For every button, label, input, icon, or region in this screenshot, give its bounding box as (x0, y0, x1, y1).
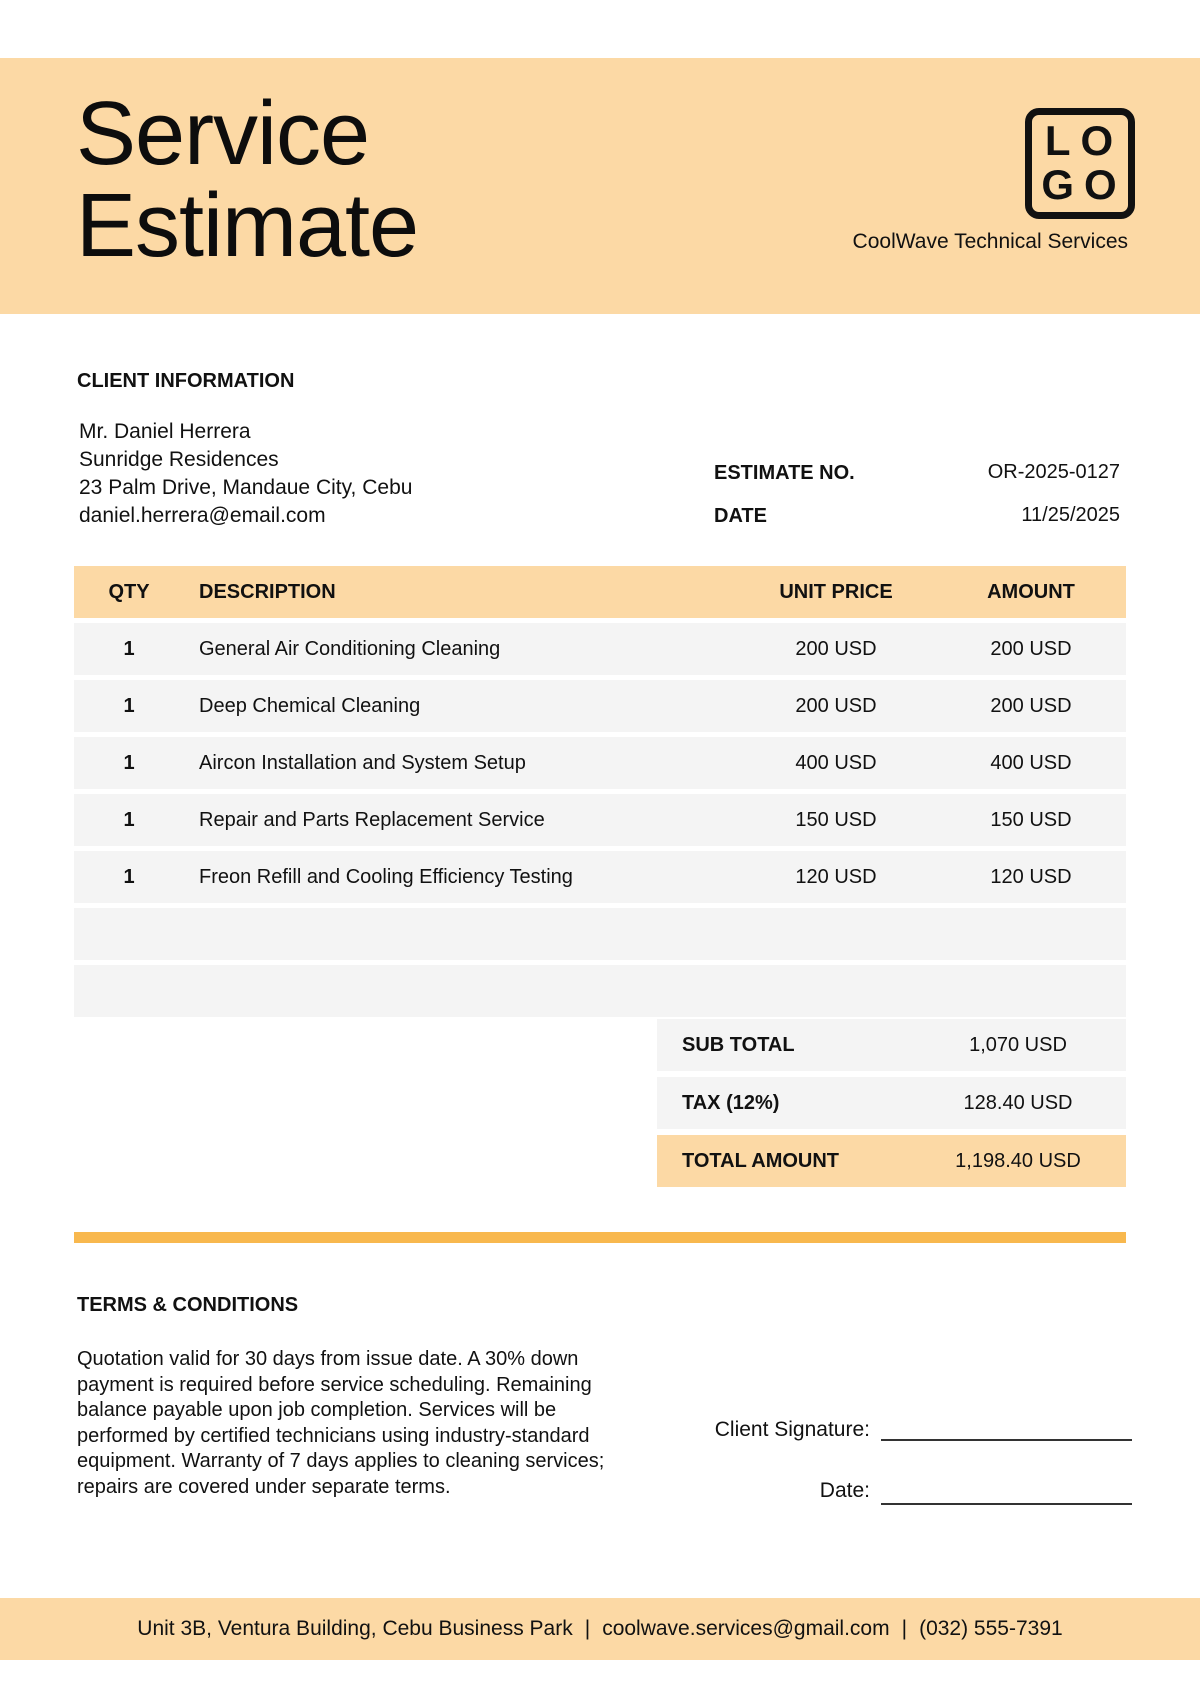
tax-value: 128.40 USD (963, 1091, 1073, 1114)
subtotal-row (657, 1019, 1126, 1071)
date-label: DATE (714, 505, 767, 527)
footer-separator: | (901, 1617, 908, 1640)
signature-date-label: Date: (819, 1479, 870, 1502)
item-qty: 1 (123, 637, 135, 660)
table-row (74, 623, 1126, 675)
item-unit-price: 150 USD (795, 808, 877, 831)
total-value: 1,198.40 USD (955, 1149, 1081, 1172)
client-signature-label: Client Signature: (714, 1418, 870, 1441)
item-unit-price: 200 USD (795, 637, 877, 660)
col-qty: QTY (108, 580, 150, 603)
total-label: TOTAL AMOUNT (682, 1149, 840, 1172)
item-description: Aircon Installation and System Setup (199, 751, 526, 774)
client-signature-line[interactable] (881, 1439, 1132, 1441)
terms-heading: TERMS & CONDITIONS (77, 1294, 299, 1316)
table-row (74, 794, 1126, 846)
title-line-1: Service (76, 84, 370, 184)
client-info (79, 418, 412, 530)
company-name: CoolWave Technical Services (852, 230, 1128, 253)
signature-date-line[interactable] (881, 1503, 1132, 1505)
item-amount: 120 USD (990, 865, 1072, 888)
tax-row (657, 1077, 1126, 1129)
client-info-heading: CLIENT INFORMATION (77, 370, 295, 392)
estimate-no-value: OR-2025-0127 (987, 461, 1120, 483)
item-amount: 400 USD (990, 751, 1072, 774)
item-unit-price: 120 USD (795, 865, 877, 888)
footer-email: coolwave.services@gmail.com (602, 1617, 890, 1640)
tax-label: TAX (12%) (682, 1091, 780, 1114)
table-header (74, 566, 1126, 618)
col-unit-price: UNIT PRICE (779, 580, 893, 603)
item-qty: 1 (123, 808, 135, 831)
totals (657, 1019, 1126, 1193)
subtotal-label: SUB TOTAL (682, 1033, 795, 1056)
col-description: DESCRIPTION (199, 580, 336, 603)
table-row (74, 680, 1126, 732)
item-description: General Air Conditioning Cleaning (199, 637, 501, 660)
subtotal-value: 1,070 USD (969, 1033, 1067, 1056)
item-qty: 1 (123, 694, 135, 717)
logo (1025, 108, 1135, 219)
client-name: Mr. Daniel Herrera (79, 420, 251, 443)
title-line-2: Estimate (76, 176, 419, 276)
client-address: 23 Palm Drive, Mandaue City, Cebu (79, 476, 413, 499)
footer-separator: | (584, 1617, 591, 1640)
empty-row (74, 908, 1126, 960)
item-description: Freon Refill and Cooling Efficiency Testing (199, 865, 573, 888)
page-title (76, 84, 419, 276)
footer-phone: (032) 555-7391 (919, 1617, 1063, 1640)
item-amount: 200 USD (990, 694, 1072, 717)
item-qty: 1 (123, 751, 135, 774)
estimate-no-label: ESTIMATE NO. (714, 462, 855, 484)
item-description: Repair and Parts Replacement Service (199, 808, 545, 831)
client-email: daniel.herrera@email.com (79, 504, 326, 527)
divider (74, 1232, 1126, 1243)
client-company: Sunridge Residences (79, 448, 279, 471)
col-amount: AMOUNT (987, 580, 1075, 603)
item-unit-price: 400 USD (795, 751, 877, 774)
item-amount: 150 USD (990, 808, 1072, 831)
item-unit-price: 200 USD (795, 694, 877, 717)
table-row (74, 737, 1126, 789)
terms-text: Quotation valid for 30 days from issue date. A 30% down payment is required before service scheduling. Remaining balance payable upon job completion. Services will be performed by certified technicians using industry-standard equipment. Warranty of 7 days applies to cleaning services; repairs are covered under separate terms. (77, 1348, 605, 1498)
logo-line-2: GO (1041, 161, 1127, 208)
date-value: 11/25/2025 (1021, 504, 1120, 526)
footer-address: Unit 3B, Ventura Building, Cebu Business Park (137, 1617, 573, 1640)
total-row (657, 1135, 1126, 1187)
table-row (74, 851, 1126, 903)
empty-row (74, 965, 1126, 1017)
footer (0, 1598, 1200, 1660)
logo-line-1: LO (1044, 117, 1124, 164)
item-description: Deep Chemical Cleaning (199, 694, 421, 717)
line-items-table (74, 566, 1126, 1022)
item-amount: 200 USD (990, 637, 1072, 660)
item-qty: 1 (123, 865, 135, 888)
